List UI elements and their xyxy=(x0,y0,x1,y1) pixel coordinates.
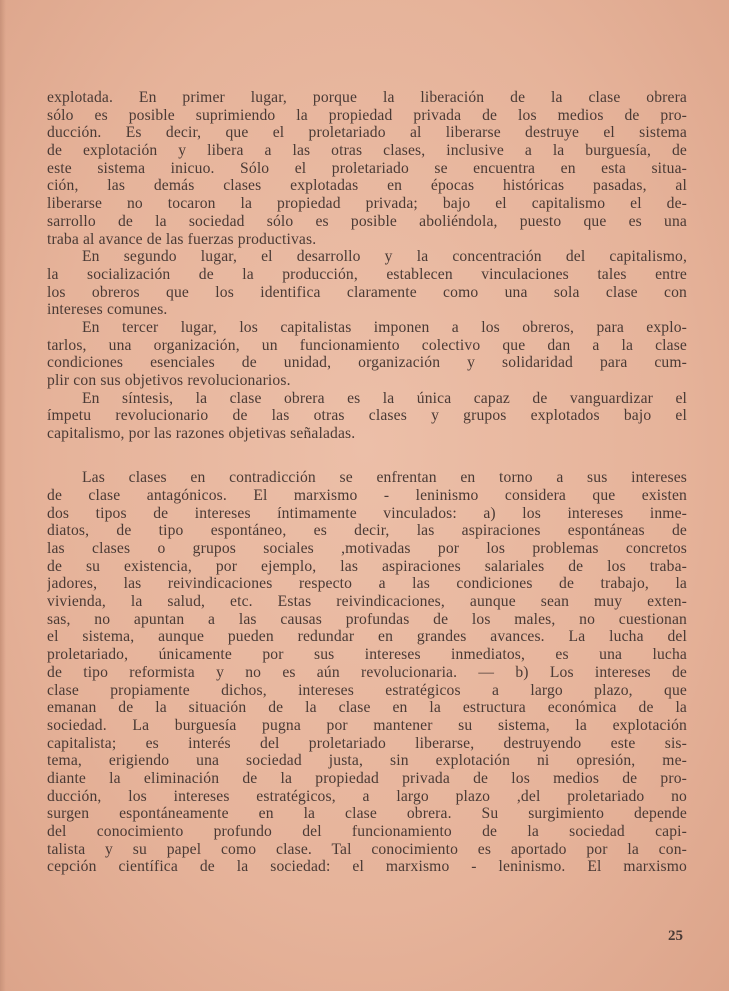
text-line: tarlos, una organización, un funcionamiento colectivo que dan a la clase xyxy=(47,336,687,354)
text-line: de tipo reformista y no es aún revolucionaria. — b) Los intereses de xyxy=(47,663,687,681)
text-line: proletariado, únicamente por sus intereses inmediatos, es una lucha xyxy=(47,646,687,664)
text-line: el sistema, aunque pueden redundar en grandes avances. La lucha del xyxy=(47,628,687,646)
text-line: En tercer lugar, los capitalistas imponen a los obreros, para explo- xyxy=(82,318,687,336)
text-line: sólo es posible suprimiendo la propiedad privada de los medios de pro- xyxy=(47,106,687,124)
text-line: este sistema inicuo. Sólo el proletariado se encuentra en esta situa- xyxy=(47,159,687,177)
page-body-text xyxy=(47,89,687,876)
text-line: dos tipos de intereses íntimamente vinculados: a) los intereses inme- xyxy=(47,504,687,522)
text-line: los obreros que los identifica claramente como una sola clase con xyxy=(47,283,687,301)
text-line: surgen espontáneamente en la clase obrera. Su surgimiento depende xyxy=(47,805,687,823)
text-line: clase propiamente dichos, intereses estratégicos a largo plazo, que xyxy=(47,681,687,699)
text-line: liberarse no tocaron la propiedad privada; bajo el capitalismo el de- xyxy=(47,195,687,213)
text-line: diatos, de tipo espontáneo, es decir, las aspiraciones espontáneas de xyxy=(47,522,687,540)
paragraph xyxy=(47,469,687,876)
text-line: sarrollo de la sociedad sólo es posible aboliéndola, puesto que es una xyxy=(47,212,687,230)
text-line: intereses comunes. xyxy=(47,301,168,319)
text-line: cepción científica de la sociedad: el marxismo - leninismo. El marxismo xyxy=(47,858,687,876)
text-line: traba al avance de las fuerzas productivas. xyxy=(47,230,317,248)
page-edge-shadow xyxy=(0,0,6,991)
text-line: ción, las demás clases explotadas en épocas históricas pasadas, al xyxy=(47,177,687,195)
text-line: de su existencia, por ejemplo, las aspiraciones salariales de los traba- xyxy=(47,557,687,575)
text-line: diante la eliminación de la propiedad privada de los medios de pro- xyxy=(47,769,687,787)
text-line: la socialización de la producción, establecen vinculaciones tales entre xyxy=(47,265,687,283)
text-line: explotada. En primer lugar, porque la liberación de la clase obrera xyxy=(47,89,687,106)
text-line: En segundo lugar, el desarrollo y la concentración del capitalismo, xyxy=(82,248,687,266)
text-line: las clases o grupos sociales ,motivadas por los problemas concretos xyxy=(47,540,687,557)
text-line: ducción, los intereses estratégicos, a largo plazo ,del proletariado no xyxy=(47,787,687,805)
text-line: ducción. Es decir, que el proletariado al liberarse destruye el sistema xyxy=(47,124,687,142)
text-line: Las clases en contradicción se enfrentan en torno a sus intereses xyxy=(82,469,687,487)
text-line: En síntesis, la clase obrera es la única capaz de vanguardizar el xyxy=(82,389,687,407)
text-line: de explotación y libera a las otras clases, inclusive a la burguesía, de xyxy=(47,142,687,160)
text-line: capitalista; es interés del proletariado liberarse, destruyendo este sis- xyxy=(47,734,687,752)
text-line: plir con sus objetivos revolucionarios. xyxy=(47,372,291,389)
text-line: condiciones esenciales de unidad, organización y solidaridad para cum- xyxy=(47,354,687,372)
text-line: ímpetu revolucionario de las otras clases y grupos explotados bajo el xyxy=(47,407,687,425)
paragraph xyxy=(47,319,687,390)
paragraph xyxy=(47,248,687,319)
text-line: jadores, las reivindicaciones respecto a las condiciones de trabajo, la xyxy=(47,575,687,593)
section-break xyxy=(47,443,687,470)
paragraph xyxy=(47,390,687,443)
text-line: vivienda, la salud, etc. Estas reivindicaciones, aunque sean muy exten- xyxy=(47,593,687,611)
page-number: 25 xyxy=(668,928,683,944)
text-line: emanan de la situación de la clase en la estructura económica de la xyxy=(47,699,687,717)
text-line: sas, no apuntan a las causas profundas de los males, no cuestionan xyxy=(47,610,687,628)
text-line: sociedad. La burguesía pugna por mantener su sistema, la explotación xyxy=(47,716,687,734)
text-line: de clase antagónicos. El marxismo - leninismo considera que existen xyxy=(47,486,687,504)
text-line: del conocimiento profundo del funcionamiento de la sociedad capi- xyxy=(47,823,687,840)
paragraph xyxy=(47,89,687,248)
text-line: capitalismo, por las razones objetivas señaladas. xyxy=(47,425,356,443)
text-line: tema, erigiendo una sociedad justa, sin explotación ni opresión, me- xyxy=(47,752,687,770)
text-line: talista y su papel como clase. Tal conocimiento es aportado por la con- xyxy=(47,840,687,858)
